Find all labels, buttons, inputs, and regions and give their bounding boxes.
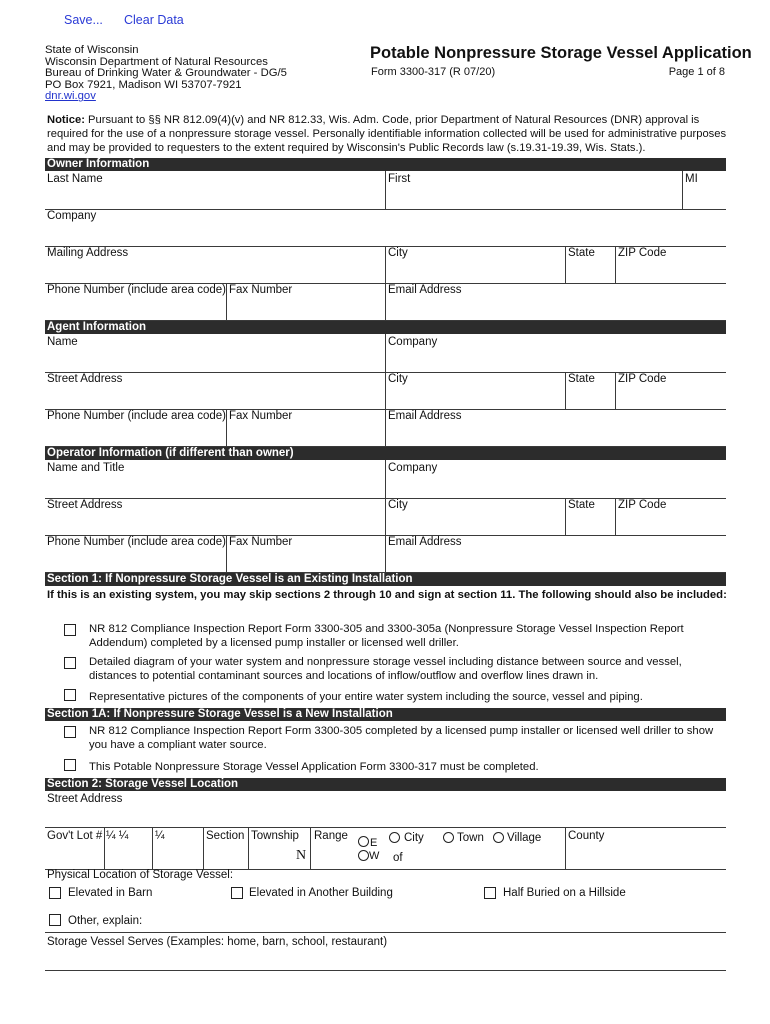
town-label: Town: [457, 832, 484, 844]
divider: [615, 246, 616, 283]
range-east-label: E: [370, 837, 378, 849]
village-label: Village: [507, 832, 542, 844]
range-east-radio[interactable]: [358, 836, 369, 847]
range-west-label: W: [369, 850, 380, 862]
divider: [226, 409, 227, 446]
page-number: Page 1 of 8: [668, 66, 725, 78]
section1a-item2-text: This Potable Nonpressure Storage Vessel Application Form 3300-317 must be completed.: [89, 761, 539, 773]
operator-state-field[interactable]: State: [568, 499, 595, 511]
agent-state-field[interactable]: State: [568, 373, 595, 385]
physical-location-label: Physical Location of Storage Vessel:: [47, 869, 234, 881]
agency-line: Wisconsin Department of Natural Resources: [45, 55, 268, 68]
operator-city-field[interactable]: City: [388, 499, 408, 511]
divider: [565, 498, 566, 535]
of-label: of: [393, 852, 403, 864]
agent-email-field[interactable]: Email Address: [388, 410, 462, 422]
agent-zip-field[interactable]: ZIP Code: [618, 373, 667, 385]
form-title: Potable Nonpressure Storage Vessel Application: [370, 44, 752, 62]
section1-heading: Section 1: If Nonpressure Storage Vessel is an Existing Installation: [45, 573, 726, 586]
agency-line: Bureau of Drinking Water & Groundwater - DG/5: [45, 67, 287, 80]
divider: [615, 498, 616, 535]
elevated-barn-checkbox[interactable]: [49, 887, 61, 899]
municipality-village-radio[interactable]: [493, 832, 504, 843]
divider: [385, 498, 386, 535]
owner-phone-field[interactable]: Phone Number (include area code): [47, 284, 226, 296]
divider: [385, 460, 386, 498]
divider: [565, 372, 566, 409]
save-button[interactable]: Save...: [64, 13, 103, 27]
owner-mi-field[interactable]: MI: [685, 173, 698, 185]
section1-item3-checkbox[interactable]: [64, 689, 76, 701]
form-number: Form 3300-317 (R 07/20): [371, 66, 496, 78]
operator-email-field[interactable]: Email Address: [388, 536, 462, 548]
range-field[interactable]: Range: [314, 830, 348, 842]
divider: [385, 171, 386, 209]
half-buried-checkbox[interactable]: [484, 887, 496, 899]
divider: [615, 372, 616, 409]
operator-zip-field[interactable]: ZIP Code: [618, 499, 667, 511]
section1-intro: If this is an existing system, you may skip sections 2 through 10 and sign at section 11. The following should also be included:: [47, 589, 727, 601]
agency-address: [45, 45, 287, 103]
notice: [47, 114, 727, 155]
divider: [226, 283, 227, 320]
township-north-label: N: [296, 848, 307, 863]
agent-phone-field[interactable]: Phone Number (include area code): [47, 410, 226, 422]
section1a-item1-checkbox[interactable]: [64, 726, 76, 738]
section1a-heading: Section 1A: If Nonpressure Storage Vessel is a New Installation: [45, 708, 726, 721]
agent-city-field[interactable]: City: [388, 373, 408, 385]
section-number-field[interactable]: Section: [206, 830, 245, 842]
divider: [385, 334, 386, 372]
owner-section-heading: Owner Information: [45, 158, 726, 171]
other-location-checkbox[interactable]: [49, 914, 61, 926]
location-street-field[interactable]: Street Address: [47, 793, 123, 805]
agent-section-heading: Agent Information: [45, 321, 726, 334]
range-west-radio[interactable]: [358, 850, 369, 861]
owner-fax-field[interactable]: Fax Number: [229, 284, 293, 296]
section1a-item2-checkbox[interactable]: [64, 759, 76, 771]
divider: [385, 372, 386, 409]
half-buried-label: Half Buried on a Hillside: [503, 887, 626, 899]
county-field[interactable]: County: [568, 830, 605, 842]
agent-company-field[interactable]: Company: [388, 336, 438, 348]
owner-mailing-address-field[interactable]: Mailing Address: [47, 247, 129, 259]
agent-street-field[interactable]: Street Address: [47, 373, 123, 385]
section1a-item1-text: NR 812 Compliance Inspection Report Form 3300-305 completed by a licensed pump installer or licensed well driller to show you have a compliant water source.: [89, 725, 714, 751]
operator-street-field[interactable]: Street Address: [47, 499, 123, 511]
divider: [45, 209, 726, 210]
agent-name-field[interactable]: Name: [47, 336, 78, 348]
clear-data-button[interactable]: Clear Data: [124, 13, 184, 27]
municipality-city-radio[interactable]: [389, 832, 400, 843]
divider: [565, 827, 566, 869]
section1-item3-text: Representative pictures of the components of your entire water system including the source, vessel and piping.: [89, 691, 643, 703]
agent-fax-field[interactable]: Fax Number: [229, 410, 293, 422]
divider: [385, 409, 386, 446]
divider: [682, 171, 683, 209]
municipality-town-radio[interactable]: [443, 832, 454, 843]
operator-fax-field[interactable]: Fax Number: [229, 536, 293, 548]
owner-zip-field[interactable]: ZIP Code: [618, 247, 667, 259]
quarter-quarter-field[interactable]: ¼ ¼: [106, 830, 129, 842]
section1-item2-text: Detailed diagram of your water system and nonpressure storage vessel including distance between source and vessel, distances to potential contaminant sources and locations of inflow/outflow and overflow lines drawn in.: [89, 656, 682, 682]
other-explain-field[interactable]: Other, explain:: [68, 915, 143, 927]
divider: [565, 246, 566, 283]
owner-last-name-field[interactable]: Last Name: [47, 173, 103, 185]
owner-first-name-field[interactable]: First: [388, 173, 411, 185]
notice-label: Notice:: [47, 114, 85, 126]
elevated-building-label: Elevated in Another Building: [249, 887, 393, 899]
divider: [385, 283, 386, 320]
elevated-building-checkbox[interactable]: [231, 887, 243, 899]
owner-city-field[interactable]: City: [388, 247, 408, 259]
agency-line: State of Wisconsin: [45, 44, 139, 56]
quarter-field[interactable]: ¼: [155, 830, 165, 842]
website-link[interactable]: dnr.wi.gov: [45, 90, 96, 103]
section1-item2-checkbox[interactable]: [64, 657, 76, 669]
vessel-serves-field[interactable]: Storage Vessel Serves (Examples: home, barn, school, restaurant): [47, 936, 388, 948]
divider: [385, 246, 386, 283]
operator-phone-field[interactable]: Phone Number (include area code): [47, 536, 226, 548]
agency-line: PO Box 7921, Madison WI 53707-7921: [45, 78, 242, 91]
divider: [152, 827, 153, 869]
divider: [310, 827, 311, 869]
divider: [248, 827, 249, 869]
divider: [45, 970, 726, 971]
operator-section-heading: Operator Information (if different than owner): [45, 447, 726, 460]
owner-state-field[interactable]: State: [568, 247, 595, 259]
divider: [45, 932, 726, 933]
divider: [385, 535, 386, 572]
city-label: City: [404, 832, 424, 844]
operator-company-field[interactable]: Company: [388, 462, 438, 474]
operator-name-title-field[interactable]: Name and Title: [47, 462, 125, 474]
divider: [45, 827, 726, 828]
section1-item1-text: NR 812 Compliance Inspection Report Form 3300-305 and 3300-305a (Nonpressure Storage Vessel Inspection Report Addendum) completed by a licensed pump installer or licensed well driller.: [89, 623, 684, 649]
elevated-barn-label: Elevated in Barn: [68, 887, 153, 899]
divider: [226, 535, 227, 572]
owner-company-field[interactable]: Company: [47, 210, 97, 222]
section1-item1-checkbox[interactable]: [64, 624, 76, 636]
owner-email-field[interactable]: Email Address: [388, 284, 462, 296]
township-field[interactable]: Township: [251, 830, 299, 842]
divider: [203, 827, 204, 869]
section2-heading: Section 2: Storage Vessel Location: [45, 778, 726, 791]
notice-text: Pursuant to §§ NR 812.09(4)(v) and NR 812.33, Wis. Adm. Code, prior Department of Natural Resources (DNR) approval is required for the use of a nonpressure storage vessel. Personally identifiable information collected will be used for administrative purposes and may be provided to requesters to the extent required by Wisconsin's Public Records law (s.19.31-19.39, Wis. Stats.).: [47, 114, 727, 154]
divider: [104, 827, 105, 869]
govt-lot-field[interactable]: Gov't Lot #: [47, 830, 103, 842]
